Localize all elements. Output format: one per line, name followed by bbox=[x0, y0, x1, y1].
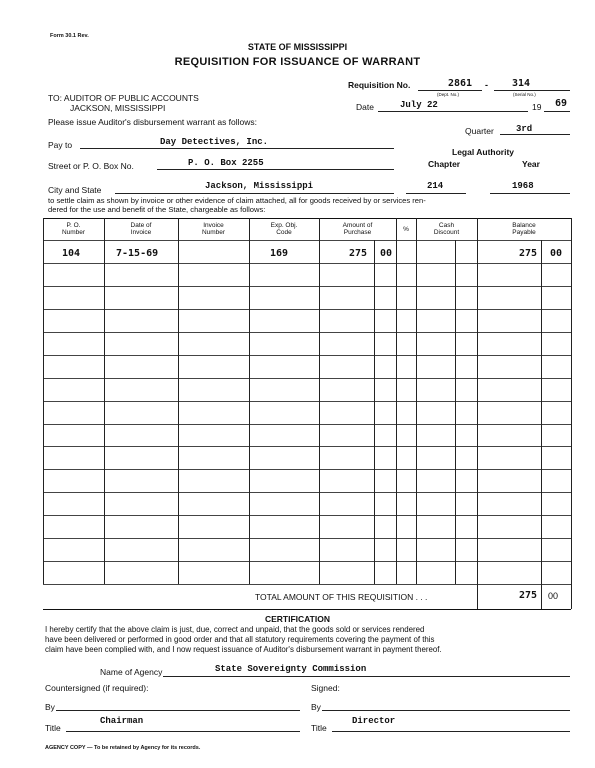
certification-line-2: have been delivered or performed in good order and that all statutory requirements covering the payment of this bbox=[45, 635, 435, 644]
table-row-line bbox=[43, 401, 571, 402]
quarter-value[interactable]: 3rd bbox=[516, 124, 533, 134]
by-left-label: By bbox=[45, 702, 55, 712]
dept-no-caption: (Dept. No.) bbox=[437, 92, 460, 97]
col-divider bbox=[319, 218, 320, 584]
col-header-text: Number bbox=[61, 229, 86, 236]
total-row-border bbox=[43, 609, 571, 610]
to-line-2: JACKSON, MISSISSIPPI bbox=[70, 103, 166, 113]
requisition-dash: - bbox=[485, 80, 488, 90]
col-divider bbox=[249, 218, 250, 584]
col-header-text: Amount of bbox=[342, 222, 373, 229]
row-exp-code[interactable]: 169 bbox=[270, 248, 289, 259]
please-issue: Please issue Auditor's disbursement warrant as follows: bbox=[48, 117, 258, 127]
serial-no-caption: (Serial No.) bbox=[513, 92, 536, 97]
date-label: Date bbox=[356, 102, 374, 112]
col-header-invoice bbox=[178, 222, 249, 236]
col-divider bbox=[396, 218, 397, 584]
col-divider bbox=[477, 218, 478, 609]
col-header-text: Balance bbox=[512, 222, 536, 229]
col-divider bbox=[541, 240, 542, 609]
table-top-border bbox=[43, 218, 571, 219]
row-amount-dollars[interactable]: 275 bbox=[349, 248, 368, 259]
title-left-value[interactable]: Chairman bbox=[100, 716, 144, 726]
col-divider bbox=[374, 240, 375, 584]
dept-no-line bbox=[418, 90, 482, 91]
col-header-text: Cash bbox=[438, 222, 455, 229]
year-column-label: Year bbox=[522, 159, 540, 169]
certification-line-1: I hereby certify that the above claim is just, due, correct and unpaid, that the goods sold or services rendered bbox=[45, 625, 425, 634]
city-value[interactable]: Jackson, Mississippi bbox=[205, 181, 314, 191]
by-right-label: By bbox=[311, 702, 321, 712]
chapter-line bbox=[406, 193, 466, 194]
col-header-percent: % bbox=[403, 226, 409, 233]
title-right-label: Title bbox=[311, 723, 327, 733]
table-row-line bbox=[43, 332, 571, 333]
agency-value[interactable]: State Sovereignty Commission bbox=[215, 664, 367, 674]
row-amount-cents[interactable]: 00 bbox=[380, 248, 393, 259]
col-divider bbox=[416, 218, 417, 584]
col-divider bbox=[104, 218, 105, 584]
street-line bbox=[157, 169, 394, 170]
table-row-line bbox=[43, 263, 571, 264]
table-row-line bbox=[43, 378, 571, 379]
col-header-text: Invoice bbox=[203, 222, 224, 229]
table-row-line bbox=[43, 492, 571, 493]
date-value[interactable]: July 22 bbox=[400, 100, 438, 110]
countersigned-label: Countersigned (if required): bbox=[45, 683, 149, 693]
footer-note: AGENCY COPY — To be retained by Agency for its records. bbox=[45, 745, 201, 751]
settle-text-2: dered for the use and benefit of the State, chargeable as follows: bbox=[48, 205, 266, 214]
requisition-label: Requisition No. bbox=[348, 80, 411, 90]
table-row-line bbox=[43, 286, 571, 287]
title-right-value[interactable]: Director bbox=[352, 716, 396, 726]
title-left-label: Title bbox=[45, 723, 61, 733]
street-value[interactable]: P. O. Box 2255 bbox=[188, 158, 264, 168]
total-cents: 00 bbox=[548, 591, 559, 601]
quarter-label: Quarter bbox=[465, 126, 494, 136]
serial-no-value[interactable]: 314 bbox=[512, 78, 531, 89]
col-header-cash-discount bbox=[416, 222, 477, 236]
legal-year-value[interactable]: 1968 bbox=[512, 181, 534, 191]
row-balance-cents[interactable]: 00 bbox=[550, 248, 563, 259]
col-header-text: Payable bbox=[512, 229, 536, 236]
col-header-text: Purchase bbox=[343, 229, 372, 236]
col-divider bbox=[455, 240, 456, 584]
total-label: TOTAL AMOUNT OF THIS REQUISITION . . . bbox=[255, 592, 428, 602]
year-prefix: 19 bbox=[532, 102, 542, 112]
date-line bbox=[378, 111, 528, 112]
total-dollars[interactable]: 275 bbox=[519, 590, 538, 601]
city-label: City and State bbox=[48, 185, 102, 195]
street-label: Street or P. O. Box No. bbox=[48, 161, 134, 171]
chapter-value[interactable]: 214 bbox=[427, 181, 444, 191]
form-title: REQUISITION FOR ISSUANCE OF WARRANT bbox=[174, 56, 421, 68]
certification-title: CERTIFICATION bbox=[264, 614, 330, 624]
col-divider bbox=[571, 218, 572, 609]
col-divider bbox=[43, 218, 44, 584]
col-header-po bbox=[43, 222, 104, 236]
settle-text-1: to settle claim as shown by invoice or other evidence of claim attached, all for goods received by or services ren- bbox=[48, 196, 426, 205]
table-row-line bbox=[43, 424, 571, 425]
row-invoice-date[interactable]: 7-15-69 bbox=[116, 248, 159, 259]
by-right-line[interactable] bbox=[322, 710, 570, 711]
col-header-text: Discount bbox=[433, 229, 460, 236]
col-header-text: Date of bbox=[130, 222, 152, 229]
year-line bbox=[544, 111, 570, 112]
table-row-line bbox=[43, 446, 571, 447]
col-divider bbox=[178, 218, 179, 584]
to-line-1: TO: AUDITOR OF PUBLIC ACCOUNTS bbox=[48, 93, 199, 103]
city-line bbox=[115, 193, 394, 194]
table-bottom-border bbox=[43, 584, 571, 585]
legal-authority-label: Legal Authority bbox=[452, 147, 515, 157]
signed-label: Signed: bbox=[311, 683, 340, 693]
pay-to-line bbox=[80, 148, 394, 149]
state-heading: STATE OF MISSISSIPPI bbox=[247, 42, 348, 52]
dept-no-value[interactable]: 2861 bbox=[448, 78, 473, 89]
pay-to-label: Pay to bbox=[48, 140, 73, 150]
col-header-text: Invoice bbox=[130, 229, 152, 236]
row-po-number[interactable]: 104 bbox=[62, 248, 81, 259]
table-header-border bbox=[43, 240, 571, 241]
agency-line bbox=[163, 676, 570, 677]
col-header-text: Number bbox=[201, 229, 226, 236]
table-row-line bbox=[43, 355, 571, 356]
table-row-line bbox=[43, 515, 571, 516]
col-header-text: Code bbox=[276, 229, 292, 236]
row-balance-dollars[interactable]: 275 bbox=[519, 248, 538, 259]
table-row-line bbox=[43, 469, 571, 470]
by-left-line[interactable] bbox=[56, 710, 300, 711]
col-header-text: P. O. bbox=[66, 222, 81, 229]
pay-to-value[interactable]: Day Detectives, Inc. bbox=[160, 137, 269, 147]
col-header-date bbox=[104, 222, 178, 236]
year-value[interactable]: 69 bbox=[555, 98, 568, 109]
table-row-line bbox=[43, 309, 571, 310]
title-right-line bbox=[332, 731, 570, 732]
serial-no-line bbox=[494, 90, 570, 91]
certification-line-3: claim have been complied with, and I now request issuance of Auditor's disbursement warrant in payment thereof. bbox=[45, 645, 442, 654]
form-number: Form 30.1 Rev. bbox=[50, 33, 89, 39]
table-row-line bbox=[43, 561, 571, 562]
agency-label: Name of Agency bbox=[100, 667, 163, 677]
chapter-label: Chapter bbox=[428, 159, 461, 169]
quarter-line bbox=[500, 134, 570, 135]
table-row-line bbox=[43, 538, 571, 539]
col-header-balance bbox=[477, 222, 571, 236]
col-header-text: Exp. Obj. bbox=[270, 222, 298, 229]
col-header-amount bbox=[319, 222, 396, 236]
title-left-line bbox=[66, 731, 300, 732]
legal-year-line bbox=[490, 193, 570, 194]
col-header-exp-code bbox=[249, 222, 319, 236]
